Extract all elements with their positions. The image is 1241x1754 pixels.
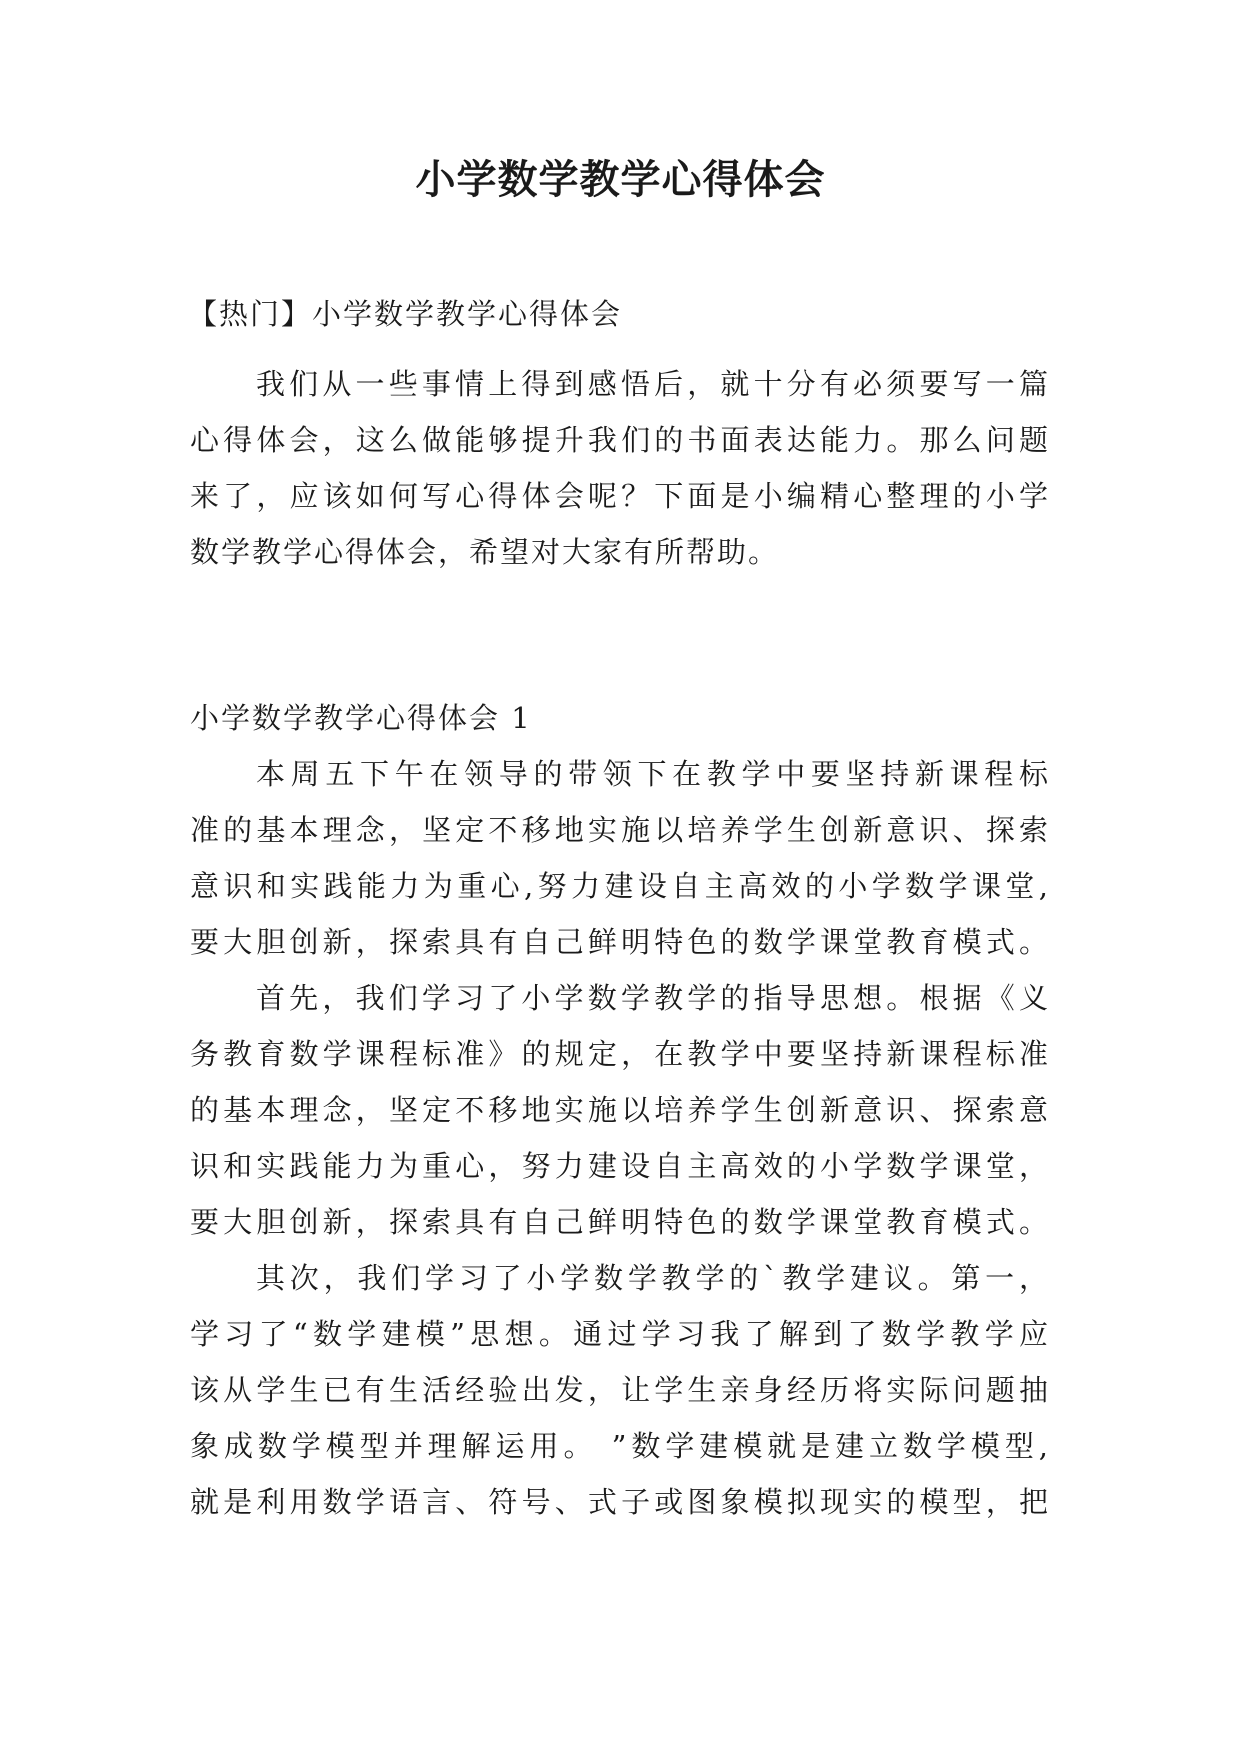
intro-line: 来了，应该如何写心得体会呢？下面是小编精心整理的小学 [190, 479, 1050, 513]
document-subtitle: 【热门】小学数学教学心得体会 [188, 297, 623, 331]
body-line: 的基本理念，坚定不移地实施以培养学生创新意识、探索意 [190, 1093, 1050, 1127]
intro-line: 数学教学心得体会，希望对大家有所帮助。 [190, 535, 780, 569]
body-line: 识和实践能力为重心，努力建设自主高效的小学数学课堂， [190, 1149, 1050, 1183]
body-line: 该从学生已有生活经验出发，让学生亲身经历将实际问题抽 [190, 1373, 1050, 1407]
intro-paragraph [190, 356, 1050, 580]
body-line: 要大胆创新，探索具有自己鲜明特色的数学课堂教育模式。 [190, 1205, 1050, 1239]
intro-line: 我们从一些事情上得到感悟后，就十分有必须要写一篇 [256, 367, 1050, 401]
intro-line: 心得体会，这么做能够提升我们的书面表达能力。那么问题 [190, 423, 1050, 457]
body-line: 学习了“数学建模”思想。通过学习我了解到了数学教学应 [190, 1317, 1050, 1351]
body-line: 本周五下午在领导的带领下在教学中要坚持新课程标 [256, 757, 1050, 791]
body-line: 准的基本理念，坚定不移地实施以培养学生创新意识、探索 [190, 813, 1050, 847]
body-line: 就是利用数学语言、符号、式子或图象模拟现实的模型，把 [190, 1485, 1050, 1519]
body-line: 首先，我们学习了小学数学教学的指导思想。根据《义 [256, 981, 1050, 1015]
body-line: 其次，我们学习了小学数学教学的`教学建议。第一， [256, 1261, 1050, 1295]
document-title: 小学数学教学心得体会 [415, 157, 826, 203]
body-line: 象成数学模型并理解运用。 ”数学建模就是建立数学模型, [190, 1429, 1050, 1463]
section-heading: 小学数学教学心得体会 1 [190, 701, 532, 735]
body-line: 意识和实践能力为重心,努力建设自主高效的小学数学课堂, [190, 869, 1050, 903]
body-text [190, 746, 1050, 1530]
body-line: 要大胆创新，探索具有自己鲜明特色的数学课堂教育模式。 [190, 925, 1050, 959]
body-line: 务教育数学课程标准》的规定，在教学中要坚持新课程标准 [190, 1037, 1050, 1071]
